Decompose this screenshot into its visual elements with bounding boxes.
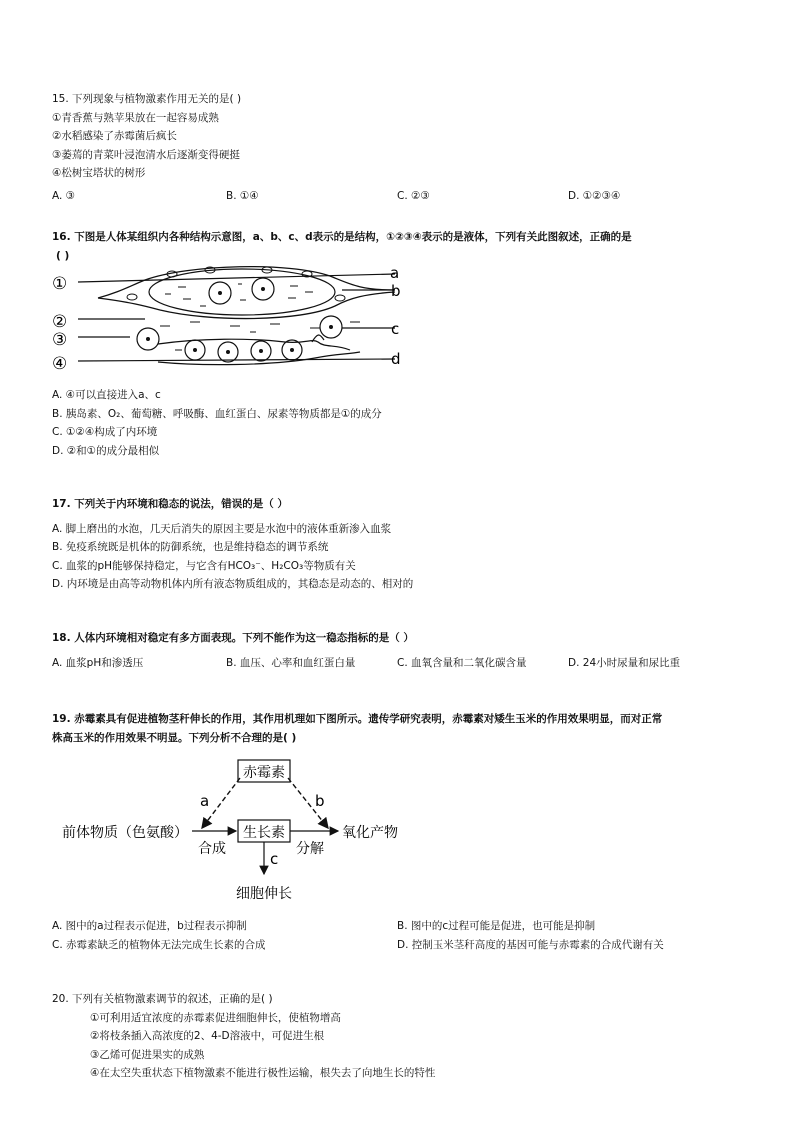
question-16 (52, 228, 752, 265)
q15-option-d[interactable]: D. ①②③④ (568, 189, 621, 202)
q17-option-b[interactable]: B. 免疫系统既是机体的防御系统，也是维持稳态的调节系统 (52, 541, 329, 554)
precursor-label: 前体物质（色氨酸） (62, 825, 188, 841)
q15-options (52, 187, 752, 206)
q18-option-b[interactable]: B. 血压、心率和血红蛋白量 (226, 656, 356, 669)
q16-option-a[interactable]: A. ④可以直接进入a、c (52, 389, 161, 401)
q17-option-c[interactable]: C. 血浆的pH能够保持稳定，与它含有HCO₃⁻、H₂CO₃等物质有关 (52, 559, 356, 572)
q15-option-b[interactable]: B. ①④ (226, 189, 259, 202)
q18-option-c[interactable]: C. 血氧含量和二氧化碳含量 (397, 656, 527, 669)
q15-stem: 15. 下列现象与植物激素作用无关的是( ) (52, 93, 242, 105)
q17-option-d[interactable]: D. 内环境是由高等动物机体内所有液态物质组成的，其稳态是动态的、相对的 (52, 578, 414, 591)
auxin-box-label: 生长素 (243, 825, 285, 841)
q16-option-b[interactable]: B. 胰岛素、O₂、葡萄糖、呼吸酶、血红蛋白、尿素等物质都是①的成分 (52, 407, 382, 420)
oxidation-label: 氧化产物 (342, 825, 398, 841)
process-b-label: b (315, 792, 325, 810)
q19-option-a[interactable]: A. 图中的a过程表示促进，b过程表示抑制 (52, 920, 247, 932)
q18-option-d[interactable]: D. 24小时尿量和尿比重 (568, 656, 681, 669)
q17-stem: 17. 下列关于内环境和稳态的说法，错误的是（ ） (52, 498, 288, 510)
q15-option-c[interactable]: C. ②③ (397, 189, 430, 202)
gibberellin-box-label: 赤霉素 (243, 765, 285, 781)
q17-option-a[interactable]: A. 脚上磨出的水泡，几天后消失的原因主要是水泡中的液体重新渗入血浆 (52, 522, 392, 535)
q20-item-4: ④在太空失重状态下植物激素不能进行极性运输，根失去了向地生长的特性 (90, 1067, 436, 1080)
question-20 (52, 990, 752, 1083)
process-c-label: c (270, 850, 279, 868)
gibberellin-mechanism-diagram (60, 758, 420, 906)
q15-item-1: ①青香蕉与熟苹果放在一起容易成熟 (52, 111, 219, 124)
q18-option-a[interactable]: A. 血浆pH和渗透压 (52, 656, 144, 669)
label-b: b (391, 282, 401, 300)
q16-option-c[interactable]: C. ①②④构成了内环境 (52, 426, 158, 439)
q16-stem-line-2: ( ) (56, 249, 70, 262)
q18-stem: 18. 人体内环境相对稳定有多方面表现。下列不能作为这一稳态指标的是（ ） (52, 632, 414, 644)
question-17 (52, 495, 752, 594)
q19-option-d[interactable]: D. 控制玉米茎秆高度的基因可能与赤霉素的合成代谢有关 (397, 938, 664, 951)
label-d: d (391, 350, 401, 368)
label-c: c (391, 320, 400, 338)
q15-option-a[interactable]: A. ③ (52, 189, 76, 202)
label-a: a (390, 264, 400, 282)
label-3: ③ (52, 330, 68, 350)
q20-item-3: ③乙烯可促进果实的成熟 (90, 1048, 205, 1061)
q19-option-b[interactable]: B. 图中的c过程可能是促进，也可能是抑制 (397, 920, 596, 932)
q19-options (52, 917, 752, 954)
q15-item-3: ③萎蔫的青菜叶浸泡清水后逐渐变得硬挺 (52, 148, 240, 161)
question-19 (52, 710, 752, 747)
label-1: ① (52, 274, 68, 294)
decompose-label: 分解 (296, 841, 324, 857)
q15-item-2: ②水稻感染了赤霉菌后疯长 (52, 130, 177, 143)
q16-options (52, 386, 752, 460)
synthesis-label: 合成 (198, 841, 226, 857)
cell-elongation-label: 细胞伸长 (236, 886, 292, 902)
label-2: ② (52, 312, 68, 332)
q16-stem-line-1: 16. 下图是人体某组织内各种结构示意图，a、b、c、d表示的是结构，①②③④表示的是液体，下列有关此图叙述，正确的是 (52, 231, 632, 243)
tissue-structure-diagram (50, 262, 410, 372)
q19-stem-line-1: 19. 赤霉素具有促进植物茎秆伸长的作用，其作用机理如下图所示。遗传学研究表明，赤霉素对矮生玉米的作用效果明显，而对正常 (52, 713, 663, 725)
q20-item-1: ①可利用适宜浓度的赤霉素促进细胞伸长，使植物增高 (90, 1011, 341, 1024)
q16-option-d[interactable]: D. ②和①的成分最相似 (52, 444, 160, 457)
q15-item-4: ④松树宝塔状的树形 (52, 167, 146, 180)
q19-option-c[interactable]: C. 赤霉素缺乏的植物体无法完成生长素的合成 (52, 938, 266, 951)
q19-stem-line-2: 株高玉米的作用效果不明显。下列分析不合理的是( ) (52, 731, 297, 744)
question-15 (52, 90, 752, 206)
question-18 (52, 629, 752, 673)
q18-options (52, 654, 752, 673)
q20-item-2: ②将枝条插入高浓度的2、4-D溶液中，可促进生根 (90, 1030, 325, 1043)
q20-stem: 20. 下列有关植物激素调节的叙述，正确的是( ) (52, 993, 273, 1005)
process-a-label: a (200, 792, 210, 810)
label-4: ④ (52, 354, 68, 372)
